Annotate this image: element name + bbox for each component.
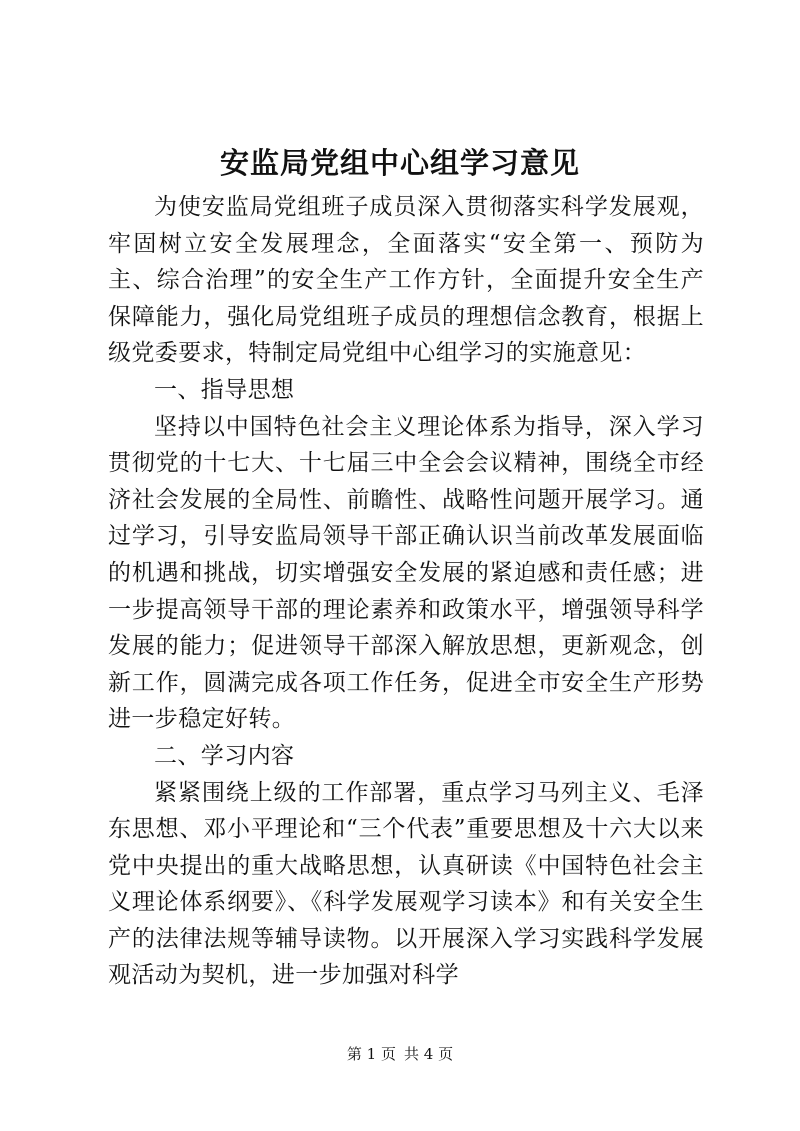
page-footer <box>0 1044 800 1064</box>
document-body <box>108 189 704 994</box>
section-heading-guiding-ideology: 一、指导思想 <box>154 376 295 403</box>
document-title: 安监局党组中心组学习意见 <box>219 146 580 180</box>
page-total: 共 4 页 <box>404 1045 454 1063</box>
intro-paragraph: 为使安监局党组班子成员深入贯彻落实科学发展观，牢固树立安全发展理念，全面落实“安全第一、预防为主、综合治理”的安全生产工作方针，全面提升安全生产保障能力，强化局党组班子成员的理想信念教育，根据上级党委要求，特制定局党组中心组学习的实施意见： <box>108 194 704 367</box>
study-content-paragraph: 紧紧围绕上级的工作部署，重点学习马列主义、毛泽东思想、邓小平理论和“三个代表”重要思想及十六大以来党中央提出的重大战略思想，认真研读《中国特色社会主义理论体系纲要》、《科学发展观学习读本》和有关安全生产的法律法规等辅导读物。以开展深入学习实践科学发展观活动为契机，进一步加强对科学 <box>108 779 704 989</box>
page-number: 第 1 页 <box>346 1045 396 1063</box>
guiding-ideology-paragraph: 坚持以中国特色社会主义理论体系为指导，深入学习贯彻党的十七大、十七届三中全会会议精神，围绕全市经济社会发展的全局性、前瞻性、战略性问题开展学习。通过学习，引导安监局领导干部正确认识当前改革发展面临的机遇和挑战，切实增强安全发展的紧迫感和责任感；进一步提高领导干部的理论素养和政策水平，增强领导科学发展的能力；促进领导干部深入解放思想，更新观念，创新工作，圆满完成各项工作任务，促进全市安全生产形势进一步稳定好转。 <box>108 413 704 733</box>
section-heading-study-content: 二、学习内容 <box>154 742 295 769</box>
